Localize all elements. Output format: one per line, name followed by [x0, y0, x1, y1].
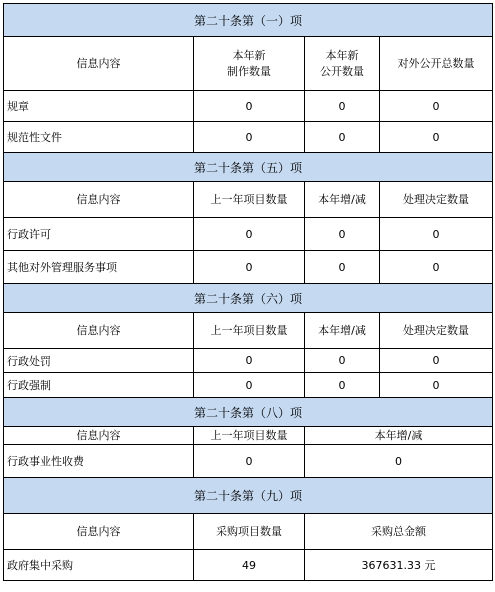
row-label: 规章 [4, 91, 194, 122]
cell-value: 0 [194, 91, 305, 122]
column-header: 采购项目数量 [194, 514, 305, 550]
section-title: 第二十条第（五）项 [4, 153, 493, 182]
row-label: 行政事业性收费 [4, 445, 194, 478]
column-header: 对外公开总数量 [380, 37, 493, 91]
row-label: 行政许可 [4, 218, 194, 251]
cell-value: 367631.33 元 [305, 550, 493, 581]
table-row [4, 445, 493, 478]
table-row [4, 550, 493, 581]
cell-value: 0 [194, 349, 305, 373]
cell-value: 0 [380, 349, 493, 373]
row-label: 规范性文件 [4, 122, 194, 153]
header-line: 本年新 制作数量 [227, 48, 271, 78]
cell-value: 0 [380, 373, 493, 398]
disclosure-table [3, 3, 493, 581]
cell-value: 0 [380, 122, 493, 153]
cell-value: 0 [194, 251, 305, 284]
cell-value: 0 [305, 218, 380, 251]
table-row [4, 122, 493, 153]
cell-value: 0 [305, 373, 380, 398]
cell-value: 0 [305, 349, 380, 373]
row-label: 其他对外管理服务事项 [4, 251, 194, 284]
table-row [4, 251, 493, 284]
cell-value: 0 [305, 122, 380, 153]
cell-value: 0 [305, 91, 380, 122]
column-header: 信息内容 [4, 37, 194, 91]
header-line: 本年新 公开数量 [320, 48, 364, 78]
column-header: 处理决定数量 [380, 313, 493, 349]
column-header: 信息内容 [4, 313, 194, 349]
cell-value: 0 [194, 373, 305, 398]
column-header: 信息内容 [4, 182, 194, 218]
cell-value: 0 [305, 251, 380, 284]
row-label: 政府集中采购 [4, 550, 194, 581]
column-header: 信息内容 [4, 427, 194, 445]
column-header: 信息内容 [4, 514, 194, 550]
column-header [194, 37, 305, 91]
table-row [4, 373, 493, 398]
cell-value: 0 [380, 91, 493, 122]
section-title: 第二十条第（八）项 [4, 398, 493, 427]
disclosure-sheet [3, 3, 492, 588]
column-header: 采购总金额 [305, 514, 493, 550]
section-title: 第二十条第（九）项 [4, 478, 493, 514]
table-row [4, 349, 493, 373]
cell-value: 0 [380, 218, 493, 251]
table-row [4, 218, 493, 251]
column-header: 本年增/减 [305, 313, 380, 349]
row-label: 行政强制 [4, 373, 194, 398]
column-header [305, 37, 380, 91]
cell-value: 0 [380, 251, 493, 284]
row-label: 行政处罚 [4, 349, 194, 373]
section-title: 第二十条第（一）项 [4, 4, 493, 37]
cell-value: 0 [194, 445, 305, 478]
cell-value: 0 [194, 122, 305, 153]
table-row [4, 91, 493, 122]
column-header: 本年增/减 [305, 427, 493, 445]
column-header: 处理决定数量 [380, 182, 493, 218]
section-title: 第二十条第（六）项 [4, 284, 493, 313]
cell-value: 0 [305, 445, 493, 478]
column-header: 上一年项目数量 [194, 182, 305, 218]
column-header: 本年增/减 [305, 182, 380, 218]
column-header: 上一年项目数量 [194, 313, 305, 349]
cell-value: 0 [194, 218, 305, 251]
column-header: 上一年项目数量 [194, 427, 305, 445]
cell-value: 49 [194, 550, 305, 581]
